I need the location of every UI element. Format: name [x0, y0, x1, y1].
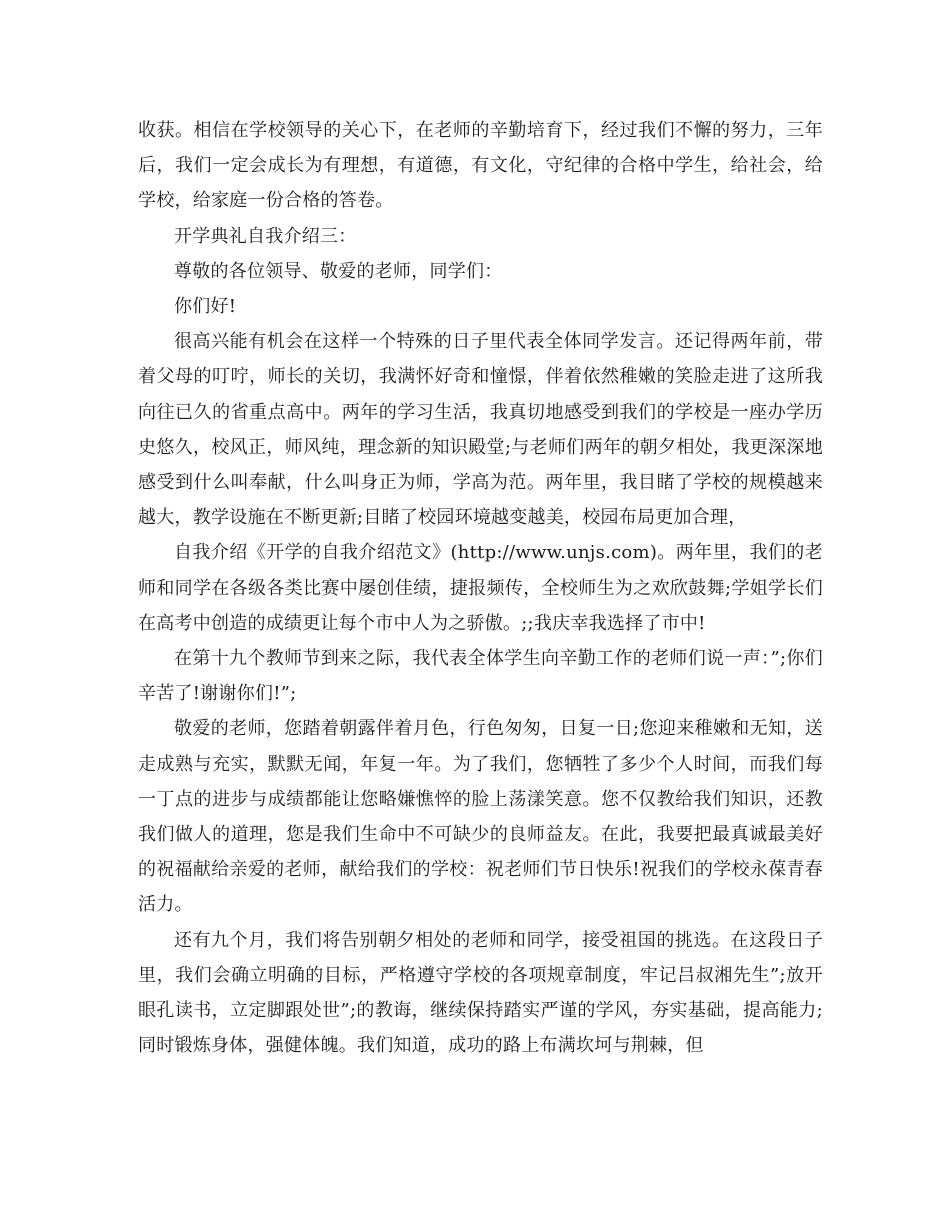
salutation: 尊敬的各位领导、敬爱的老师，同学们：	[174, 260, 503, 282]
paragraph: 收获。相信在学校领导的关心下，在老师的辛勤培育下，经过我们不懈的努力，三年后，我们一定会成长为有理想，有道德，有文化，守纪律的合格中学生，给社会，给学校，给家庭一份合格的答卷。	[138, 120, 823, 212]
paragraph: 自我介绍《开学的自我介绍范文》(http://www.unjs.com)。两年里，我们的老师和同学在各级各类比赛中屡创佳绩，捷报频传，全校师生为之欢欣鼓舞;学姐学长们在高考中创造的成绩更让每个市中人为之骄傲。;;我庆幸我选择了市中!	[138, 542, 823, 634]
section-heading: 开学典礼自我介绍三：	[174, 225, 357, 247]
paragraph: 很高兴能有机会在这样一个特殊的日子里代表全体同学发言。还记得两年前，带着父母的叮咛，师长的关切，我满怀好奇和憧憬，伴着依然稚嫩的笑脸走进了这所我向往已久的省重点高中。两年的学习生活，我真切地感受到我们的学校是一座办学历史悠久，校风正，师风纯，理念新的知识殿堂;与老师们两年的朝夕相处，我更深深地感受到什么叫奉献，什么叫身正为师，学高为范。两年里，我目睹了学校的规模越来越大，教学设施在不断更新;目睹了校园环境越变越美，校园布局更加合理，	[138, 331, 823, 529]
paragraph: 还有九个月，我们将告别朝夕相处的老师和同学，接受祖国的挑选。在这段日子里，我们会确立明确的目标，严格遵守学校的各项规章制度，牢记吕叔湘先生”;放开眼孔读书，立定脚跟处世”;的教诲，继续保持踏实严谨的学风，夯实基础，提高能力;同时锻炼身体，强健体魄。我们知道，成功的路上布满坎坷与荆棘，但	[138, 929, 823, 1057]
greeting: 你们好!	[174, 296, 237, 318]
paragraph: 在第十九个教师节到来之际，我代表全体学生向辛勤工作的老师们说一声：”;你们辛苦了!谢谢你们!”;	[138, 648, 823, 705]
paragraph: 敬爱的老师，您踏着朝露伴着月色，行色匆匆，日复一日;您迎来稚嫩和无知，送走成熟与充实，默默无闻，年复一年。为了我们，您牺牲了多少个人时间，而我们每一丁点的进步与成绩都能让您略嫌憔悴的脸上荡漾笑意。您不仅教给我们知识，还教我们做人的道理，您是我们生命中不可缺少的良师益友。在此，我要把最真诚最美好的祝福献给亲爱的老师，献给我们的学校：祝老师们节日快乐!祝我们的学校永葆青春活力。	[138, 718, 823, 916]
document-body	[138, 113, 823, 1063]
